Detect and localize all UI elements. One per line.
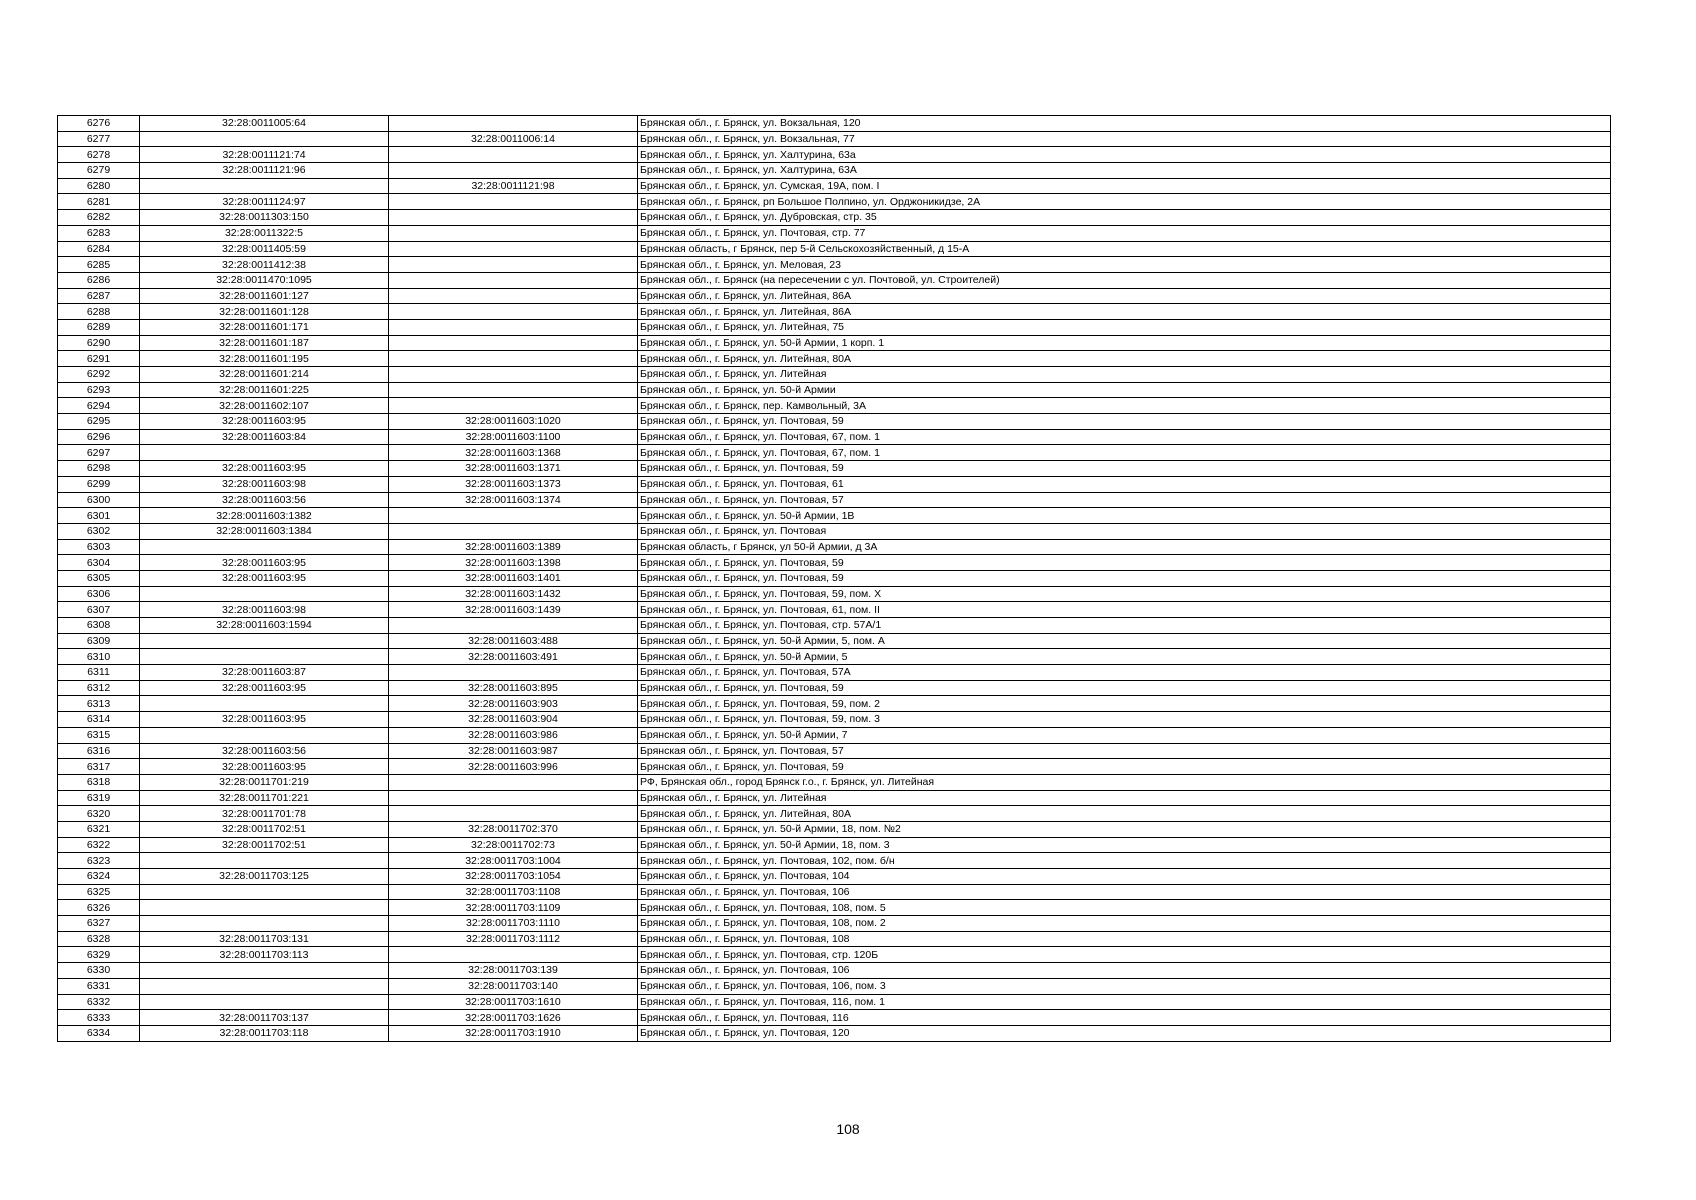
row-number-cell: 6292 (58, 367, 140, 383)
table-row (58, 178, 1611, 194)
row-number-cell: 6297 (58, 445, 140, 461)
land-cadastral-number-cell (140, 131, 389, 147)
address-cell: Брянская обл., г. Брянск, ул. Почтовая, 61 (638, 476, 1611, 492)
table-row (58, 869, 1611, 885)
land-cadastral-number-cell (140, 853, 389, 869)
address-cell: Брянская обл., г. Брянск, ул. 50-й Армии, 1 корп. 1 (638, 335, 1611, 351)
address-cell: Брянская обл., г. Брянск, ул. Почтовая, 108, пом. 2 (638, 916, 1611, 932)
object-cadastral-number-cell: 32:28:0011703:1610 (389, 994, 638, 1010)
table-row (58, 445, 1611, 461)
object-cadastral-number-cell: 32:28:0011703:1110 (389, 916, 638, 932)
address-cell: Брянская обл., г. Брянск, ул. Почтовая, 59 (638, 759, 1611, 775)
object-cadastral-number-cell: 32:28:0011603:1374 (389, 492, 638, 508)
object-cadastral-number-cell: 32:28:0011703:1910 (389, 1025, 638, 1041)
object-cadastral-number-cell: 32:28:0011603:1373 (389, 476, 638, 492)
land-cadastral-number-cell: 32:28:0011603:1594 (140, 618, 389, 634)
land-cadastral-number-cell (140, 178, 389, 194)
address-cell: Брянская обл., г. Брянск, ул. Литейная (638, 367, 1611, 383)
row-number-cell: 6333 (58, 1010, 140, 1026)
land-cadastral-number-cell: 32:28:0011603:95 (140, 680, 389, 696)
table-row (58, 492, 1611, 508)
row-number-cell: 6334 (58, 1025, 140, 1041)
row-number-cell: 6298 (58, 461, 140, 477)
land-cadastral-number-cell: 32:28:0011702:51 (140, 837, 389, 853)
row-number-cell: 6299 (58, 476, 140, 492)
land-cadastral-number-cell: 32:28:0011124:97 (140, 194, 389, 210)
land-cadastral-number-cell: 32:28:0011603:1382 (140, 508, 389, 524)
row-number-cell: 6283 (58, 225, 140, 241)
object-cadastral-number-cell: 32:28:0011603:996 (389, 759, 638, 775)
table-row (58, 774, 1611, 790)
cadastral-table (57, 115, 1611, 1042)
land-cadastral-number-cell (140, 963, 389, 979)
land-cadastral-number-cell: 32:28:0011702:51 (140, 821, 389, 837)
address-cell: Брянская обл., г. Брянск, ул. Литейная, 80А (638, 806, 1611, 822)
table-row (58, 586, 1611, 602)
row-number-cell: 6315 (58, 727, 140, 743)
object-cadastral-number-cell: 32:28:0011703:1054 (389, 869, 638, 885)
object-cadastral-number-cell (389, 665, 638, 681)
row-number-cell: 6277 (58, 131, 140, 147)
land-cadastral-number-cell (140, 916, 389, 932)
object-cadastral-number-cell (389, 194, 638, 210)
row-number-cell: 6325 (58, 884, 140, 900)
table-row (58, 963, 1611, 979)
land-cadastral-number-cell (140, 539, 389, 555)
land-cadastral-number-cell (140, 586, 389, 602)
object-cadastral-number-cell: 32:28:0011703:140 (389, 978, 638, 994)
address-cell: Брянская обл., г. Брянск, ул. Почтовая, 106 (638, 963, 1611, 979)
table-row (58, 931, 1611, 947)
row-number-cell: 6288 (58, 304, 140, 320)
table-row (58, 476, 1611, 492)
address-cell: Брянская обл., г. Брянск, ул. Меловая, 23 (638, 257, 1611, 273)
table-row (58, 414, 1611, 430)
row-number-cell: 6284 (58, 241, 140, 257)
address-cell: Брянская обл., г. Брянск, ул. Почтовая, 59 (638, 461, 1611, 477)
row-number-cell: 6323 (58, 853, 140, 869)
object-cadastral-number-cell: 32:28:0011603:1432 (389, 586, 638, 602)
address-cell: Брянская обл., г. Брянск, ул. Почтовая, 59 (638, 570, 1611, 586)
address-cell: Брянская обл., г. Брянск, ул. Литейная (638, 790, 1611, 806)
table-row (58, 367, 1611, 383)
address-cell: Брянская обл., г. Брянск, ул. Почтовая (638, 523, 1611, 539)
page-number: 108 (836, 1121, 860, 1137)
row-number-cell: 6324 (58, 869, 140, 885)
address-cell: Брянская обл., г. Брянск, ул. Почтовая, 59 (638, 414, 1611, 430)
row-number-cell: 6332 (58, 994, 140, 1010)
address-cell: Брянская обл., г. Брянск, ул. Почтовая, 57 (638, 743, 1611, 759)
row-number-cell: 6321 (58, 821, 140, 837)
land-cadastral-number-cell: 32:28:0011121:74 (140, 147, 389, 163)
land-cadastral-number-cell: 32:28:0011603:95 (140, 570, 389, 586)
table-row (58, 131, 1611, 147)
object-cadastral-number-cell (389, 319, 638, 335)
address-cell: Брянская обл., г. Брянск, ул. Почтовая, 59 (638, 680, 1611, 696)
row-number-cell: 6303 (58, 539, 140, 555)
address-cell: Брянская обл., г. Брянск, ул. Почтовая, 108, пом. 5 (638, 900, 1611, 916)
row-number-cell: 6290 (58, 335, 140, 351)
address-cell: Брянская обл., г. Брянск, ул. Почтовая, 59, пом. 3 (638, 712, 1611, 728)
table-row (58, 272, 1611, 288)
table-row (58, 665, 1611, 681)
address-cell: Брянская обл., г. Брянск, ул. Дубровская, стр. 35 (638, 210, 1611, 226)
table-row (58, 555, 1611, 571)
table-row (58, 257, 1611, 273)
land-cadastral-number-cell: 32:28:0011603:1384 (140, 523, 389, 539)
address-cell: Брянская обл., г. Брянск, ул. Сумская, 19А, пом. I (638, 178, 1611, 194)
table-row (58, 853, 1611, 869)
object-cadastral-number-cell (389, 163, 638, 179)
table-row (58, 900, 1611, 916)
address-cell: Брянская обл., г. Брянск, ул. Почтовая, стр. 57А/1 (638, 618, 1611, 634)
address-cell: Брянская обл., г. Брянск, ул. Литейная, 86А (638, 304, 1611, 320)
address-cell: Брянская обл., г. Брянск, ул. 50-й Армии, 5 (638, 649, 1611, 665)
land-cadastral-number-cell: 32:28:0011601:195 (140, 351, 389, 367)
row-number-cell: 6327 (58, 916, 140, 932)
object-cadastral-number-cell: 32:28:0011603:1401 (389, 570, 638, 586)
table-row (58, 618, 1611, 634)
object-cadastral-number-cell: 32:28:0011703:1004 (389, 853, 638, 869)
table-row (58, 994, 1611, 1010)
object-cadastral-number-cell (389, 241, 638, 257)
row-number-cell: 6320 (58, 806, 140, 822)
land-cadastral-number-cell (140, 884, 389, 900)
object-cadastral-number-cell (389, 116, 638, 132)
table-row (58, 319, 1611, 335)
land-cadastral-number-cell: 32:28:0011601:225 (140, 382, 389, 398)
land-cadastral-number-cell: 32:28:0011603:98 (140, 602, 389, 618)
object-cadastral-number-cell: 32:28:0011703:1109 (389, 900, 638, 916)
land-cadastral-number-cell: 32:28:0011603:84 (140, 429, 389, 445)
address-cell: Брянская обл., г. Брянск, ул. Почтовая, 67, пом. 1 (638, 445, 1611, 461)
object-cadastral-number-cell: 32:28:0011703:1112 (389, 931, 638, 947)
object-cadastral-number-cell (389, 774, 638, 790)
table-row (58, 837, 1611, 853)
object-cadastral-number-cell: 32:28:0011603:1389 (389, 539, 638, 555)
row-number-cell: 6301 (58, 508, 140, 524)
table-row (58, 382, 1611, 398)
row-number-cell: 6326 (58, 900, 140, 916)
address-cell: Брянская обл., г. Брянск, ул. Почтовая, 57А (638, 665, 1611, 681)
land-cadastral-number-cell: 32:28:0011121:96 (140, 163, 389, 179)
address-cell: Брянская обл., г. Брянск, ул. Вокзальная, 77 (638, 131, 1611, 147)
table-row (58, 304, 1611, 320)
row-number-cell: 6319 (58, 790, 140, 806)
land-cadastral-number-cell: 32:28:0011603:98 (140, 476, 389, 492)
land-cadastral-number-cell (140, 727, 389, 743)
row-number-cell: 6318 (58, 774, 140, 790)
row-number-cell: 6281 (58, 194, 140, 210)
address-cell: Брянская обл., г. Брянск, ул. Литейная, 86А (638, 288, 1611, 304)
table-row (58, 712, 1611, 728)
land-cadastral-number-cell: 32:28:0011701:219 (140, 774, 389, 790)
land-cadastral-number-cell: 32:28:0011703:125 (140, 869, 389, 885)
row-number-cell: 6293 (58, 382, 140, 398)
address-cell: Брянская обл., г. Брянск, ул. Почтовая, стр. 120Б (638, 947, 1611, 963)
row-number-cell: 6306 (58, 586, 140, 602)
address-cell: Брянская обл., г. Брянск, ул. Почтовая, 108 (638, 931, 1611, 947)
table-row (58, 916, 1611, 932)
row-number-cell: 6280 (58, 178, 140, 194)
address-cell: Брянская обл., г. Брянск, ул. Почтовая, 106 (638, 884, 1611, 900)
table-row (58, 508, 1611, 524)
row-number-cell: 6328 (58, 931, 140, 947)
object-cadastral-number-cell (389, 618, 638, 634)
table-row (58, 649, 1611, 665)
object-cadastral-number-cell: 32:28:0011603:895 (389, 680, 638, 696)
object-cadastral-number-cell (389, 210, 638, 226)
table-row (58, 978, 1611, 994)
object-cadastral-number-cell: 32:28:0011121:98 (389, 178, 638, 194)
object-cadastral-number-cell: 32:28:0011703:1626 (389, 1010, 638, 1026)
row-number-cell: 6329 (58, 947, 140, 963)
object-cadastral-number-cell (389, 947, 638, 963)
object-cadastral-number-cell: 32:28:0011603:491 (389, 649, 638, 665)
land-cadastral-number-cell: 32:28:0011601:128 (140, 304, 389, 320)
object-cadastral-number-cell: 32:28:0011603:986 (389, 727, 638, 743)
land-cadastral-number-cell: 32:28:0011603:56 (140, 492, 389, 508)
address-cell: Брянская обл., г. Брянск, ул. Почтовая, 67, пом. 1 (638, 429, 1611, 445)
table-row (58, 947, 1611, 963)
table-row (58, 727, 1611, 743)
object-cadastral-number-cell (389, 790, 638, 806)
address-cell: Брянская обл., г. Брянск, ул. Почтовая, 120 (638, 1025, 1611, 1041)
table-row (58, 523, 1611, 539)
address-cell: Брянская обл., г. Брянск, пер. Камвольный, 3А (638, 398, 1611, 414)
land-cadastral-number-cell: 32:28:0011601:214 (140, 367, 389, 383)
row-number-cell: 6287 (58, 288, 140, 304)
land-cadastral-number-cell: 32:28:0011603:95 (140, 555, 389, 571)
table-row (58, 1010, 1611, 1026)
address-cell: Брянская обл., г. Брянск, ул. 50-й Армии, 18, пом. №2 (638, 821, 1611, 837)
land-cadastral-number-cell: 32:28:0011405:59 (140, 241, 389, 257)
row-number-cell: 6295 (58, 414, 140, 430)
object-cadastral-number-cell: 32:28:0011603:1020 (389, 414, 638, 430)
land-cadastral-number-cell: 32:28:0011703:113 (140, 947, 389, 963)
row-number-cell: 6286 (58, 272, 140, 288)
address-cell: Брянская область, г Брянск, пер 5-й Сельскохозяйственный, д 15-А (638, 241, 1611, 257)
land-cadastral-number-cell: 32:28:0011005:64 (140, 116, 389, 132)
land-cadastral-number-cell: 32:28:0011412:38 (140, 257, 389, 273)
address-cell: Брянская обл., г. Брянск, ул. Почтовая, 57 (638, 492, 1611, 508)
land-cadastral-number-cell: 32:28:0011703:137 (140, 1010, 389, 1026)
row-number-cell: 6300 (58, 492, 140, 508)
table-row (58, 806, 1611, 822)
row-number-cell: 6296 (58, 429, 140, 445)
land-cadastral-number-cell (140, 696, 389, 712)
object-cadastral-number-cell (389, 806, 638, 822)
object-cadastral-number-cell (389, 288, 638, 304)
address-cell: Брянская обл., г. Брянск, ул. 50-й Армии, 18, пом. 3 (638, 837, 1611, 853)
table-row (58, 743, 1611, 759)
table-row (58, 288, 1611, 304)
object-cadastral-number-cell: 32:28:0011603:488 (389, 633, 638, 649)
table-row (58, 461, 1611, 477)
address-cell: Брянская обл., г. Брянск, ул. Почтовая, 104 (638, 869, 1611, 885)
object-cadastral-number-cell: 32:28:0011703:1108 (389, 884, 638, 900)
row-number-cell: 6276 (58, 116, 140, 132)
table-row (58, 210, 1611, 226)
address-cell: Брянская обл., г. Брянск, ул. 50-й Армии, 5, пом. А (638, 633, 1611, 649)
object-cadastral-number-cell (389, 304, 638, 320)
address-cell: Брянская обл., г. Брянск, ул. Литейная, 80А (638, 351, 1611, 367)
table-row (58, 821, 1611, 837)
address-cell: РФ, Брянская обл., город Брянск г.о., г. Брянск, ул. Литейная (638, 774, 1611, 790)
row-number-cell: 6308 (58, 618, 140, 634)
object-cadastral-number-cell (389, 272, 638, 288)
land-cadastral-number-cell: 32:28:0011603:95 (140, 712, 389, 728)
row-number-cell: 6307 (58, 602, 140, 618)
address-cell: Брянская обл., г. Брянск, ул. Почтовая, 59 (638, 555, 1611, 571)
address-cell: Брянская обл., г. Брянск, ул. 50-й Армии, 1В (638, 508, 1611, 524)
address-cell: Брянская обл., г. Брянск, ул. Почтовая, 102, пом. б/н (638, 853, 1611, 869)
address-cell: Брянская обл., г. Брянск, ул. Почтовая, 59, пом. X (638, 586, 1611, 602)
table-row (58, 633, 1611, 649)
row-number-cell: 6278 (58, 147, 140, 163)
land-cadastral-number-cell (140, 900, 389, 916)
land-cadastral-number-cell: 32:28:0011603:95 (140, 759, 389, 775)
object-cadastral-number-cell: 32:28:0011603:1371 (389, 461, 638, 477)
row-number-cell: 6304 (58, 555, 140, 571)
table-row (58, 194, 1611, 210)
land-cadastral-number-cell: 32:28:0011470:1095 (140, 272, 389, 288)
row-number-cell: 6312 (58, 680, 140, 696)
object-cadastral-number-cell: 32:28:0011702:370 (389, 821, 638, 837)
row-number-cell: 6309 (58, 633, 140, 649)
object-cadastral-number-cell: 32:28:0011703:139 (389, 963, 638, 979)
object-cadastral-number-cell: 32:28:0011603:1368 (389, 445, 638, 461)
table-row (58, 398, 1611, 414)
land-cadastral-number-cell: 32:28:0011603:95 (140, 461, 389, 477)
table-row (58, 225, 1611, 241)
table-row (58, 147, 1611, 163)
address-cell: Брянская обл., г. Брянск, ул. Почтовая, 106, пом. 3 (638, 978, 1611, 994)
object-cadastral-number-cell (389, 398, 638, 414)
row-number-cell: 6331 (58, 978, 140, 994)
land-cadastral-number-cell: 32:28:0011701:78 (140, 806, 389, 822)
land-cadastral-number-cell: 32:28:0011703:118 (140, 1025, 389, 1041)
address-cell: Брянская обл., г. Брянск, ул. Почтовая, 116, пом. 1 (638, 994, 1611, 1010)
address-cell: Брянская обл., г. Брянск, ул. Литейная, 75 (638, 319, 1611, 335)
table-row (58, 116, 1611, 132)
table-row (58, 759, 1611, 775)
address-cell: Брянская обл., г. Брянск (на пересечении с ул. Почтовой, ул. Строителей) (638, 272, 1611, 288)
object-cadastral-number-cell: 32:28:0011603:904 (389, 712, 638, 728)
land-cadastral-number-cell (140, 633, 389, 649)
table-row (58, 570, 1611, 586)
row-number-cell: 6305 (58, 570, 140, 586)
object-cadastral-number-cell (389, 147, 638, 163)
land-cadastral-number-cell: 32:28:0011601:187 (140, 335, 389, 351)
address-cell: Брянская обл., г. Брянск, ул. Почтовая, стр. 77 (638, 225, 1611, 241)
table-row (58, 790, 1611, 806)
object-cadastral-number-cell (389, 257, 638, 273)
table-row (58, 335, 1611, 351)
table-row (58, 241, 1611, 257)
row-number-cell: 6313 (58, 696, 140, 712)
table-row (58, 163, 1611, 179)
address-cell: Брянская обл., г. Брянск, ул. Почтовая, 116 (638, 1010, 1611, 1026)
address-cell: Брянская обл., г. Брянск, ул. Халтурина, 63а (638, 147, 1611, 163)
land-cadastral-number-cell: 32:28:0011603:56 (140, 743, 389, 759)
object-cadastral-number-cell: 32:28:0011603:903 (389, 696, 638, 712)
land-cadastral-number-cell: 32:28:0011601:171 (140, 319, 389, 335)
row-number-cell: 6330 (58, 963, 140, 979)
land-cadastral-number-cell: 32:28:0011601:127 (140, 288, 389, 304)
land-cadastral-number-cell: 32:28:0011322:5 (140, 225, 389, 241)
object-cadastral-number-cell: 32:28:0011603:987 (389, 743, 638, 759)
row-number-cell: 6314 (58, 712, 140, 728)
object-cadastral-number-cell: 32:28:0011603:1439 (389, 602, 638, 618)
land-cadastral-number-cell (140, 649, 389, 665)
address-cell: Брянская обл., г. Брянск, ул. Вокзальная, 120 (638, 116, 1611, 132)
land-cadastral-number-cell: 32:28:0011603:95 (140, 414, 389, 430)
row-number-cell: 6310 (58, 649, 140, 665)
table-row (58, 1025, 1611, 1041)
land-cadastral-number-cell: 32:28:0011303:150 (140, 210, 389, 226)
object-cadastral-number-cell: 32:28:0011702:73 (389, 837, 638, 853)
object-cadastral-number-cell (389, 523, 638, 539)
land-cadastral-number-cell: 32:28:0011602:107 (140, 398, 389, 414)
address-cell: Брянская обл., г. Брянск, ул. 50-й Армии, 7 (638, 727, 1611, 743)
table-body (58, 116, 1611, 1042)
object-cadastral-number-cell: 32:28:0011603:1100 (389, 429, 638, 445)
row-number-cell: 6322 (58, 837, 140, 853)
address-cell: Брянская обл., г. Брянск, ул. Халтурина, 63А (638, 163, 1611, 179)
object-cadastral-number-cell (389, 351, 638, 367)
table-row (58, 680, 1611, 696)
row-number-cell: 6317 (58, 759, 140, 775)
address-cell: Брянская обл., г. Брянск, рп Большое Полпино, ул. Орджоникидзе, 2А (638, 194, 1611, 210)
address-cell: Брянская обл., г. Брянск, ул. 50-й Армии (638, 382, 1611, 398)
row-number-cell: 6294 (58, 398, 140, 414)
object-cadastral-number-cell (389, 225, 638, 241)
table-row (58, 884, 1611, 900)
address-cell: Брянская обл., г. Брянск, ул. Почтовая, 59, пом. 2 (638, 696, 1611, 712)
row-number-cell: 6289 (58, 319, 140, 335)
row-number-cell: 6279 (58, 163, 140, 179)
table-row (58, 602, 1611, 618)
object-cadastral-number-cell (389, 508, 638, 524)
land-cadastral-number-cell: 32:28:0011703:131 (140, 931, 389, 947)
row-number-cell: 6302 (58, 523, 140, 539)
land-cadastral-number-cell: 32:28:0011701:221 (140, 790, 389, 806)
table-row (58, 539, 1611, 555)
object-cadastral-number-cell (389, 382, 638, 398)
land-cadastral-number-cell (140, 994, 389, 1010)
table-row (58, 351, 1611, 367)
land-cadastral-number-cell (140, 445, 389, 461)
object-cadastral-number-cell: 32:28:0011603:1398 (389, 555, 638, 571)
object-cadastral-number-cell: 32:28:0011006:14 (389, 131, 638, 147)
address-cell: Брянская область, г Брянск, ул 50-й Армии, д 3А (638, 539, 1611, 555)
table-row (58, 429, 1611, 445)
row-number-cell: 6291 (58, 351, 140, 367)
row-number-cell: 6311 (58, 665, 140, 681)
object-cadastral-number-cell (389, 335, 638, 351)
address-cell: Брянская обл., г. Брянск, ул. Почтовая, 61, пом. II (638, 602, 1611, 618)
land-cadastral-number-cell (140, 978, 389, 994)
land-cadastral-number-cell: 32:28:0011603:87 (140, 665, 389, 681)
row-number-cell: 6282 (58, 210, 140, 226)
object-cadastral-number-cell (389, 367, 638, 383)
row-number-cell: 6285 (58, 257, 140, 273)
table-row (58, 696, 1611, 712)
row-number-cell: 6316 (58, 743, 140, 759)
